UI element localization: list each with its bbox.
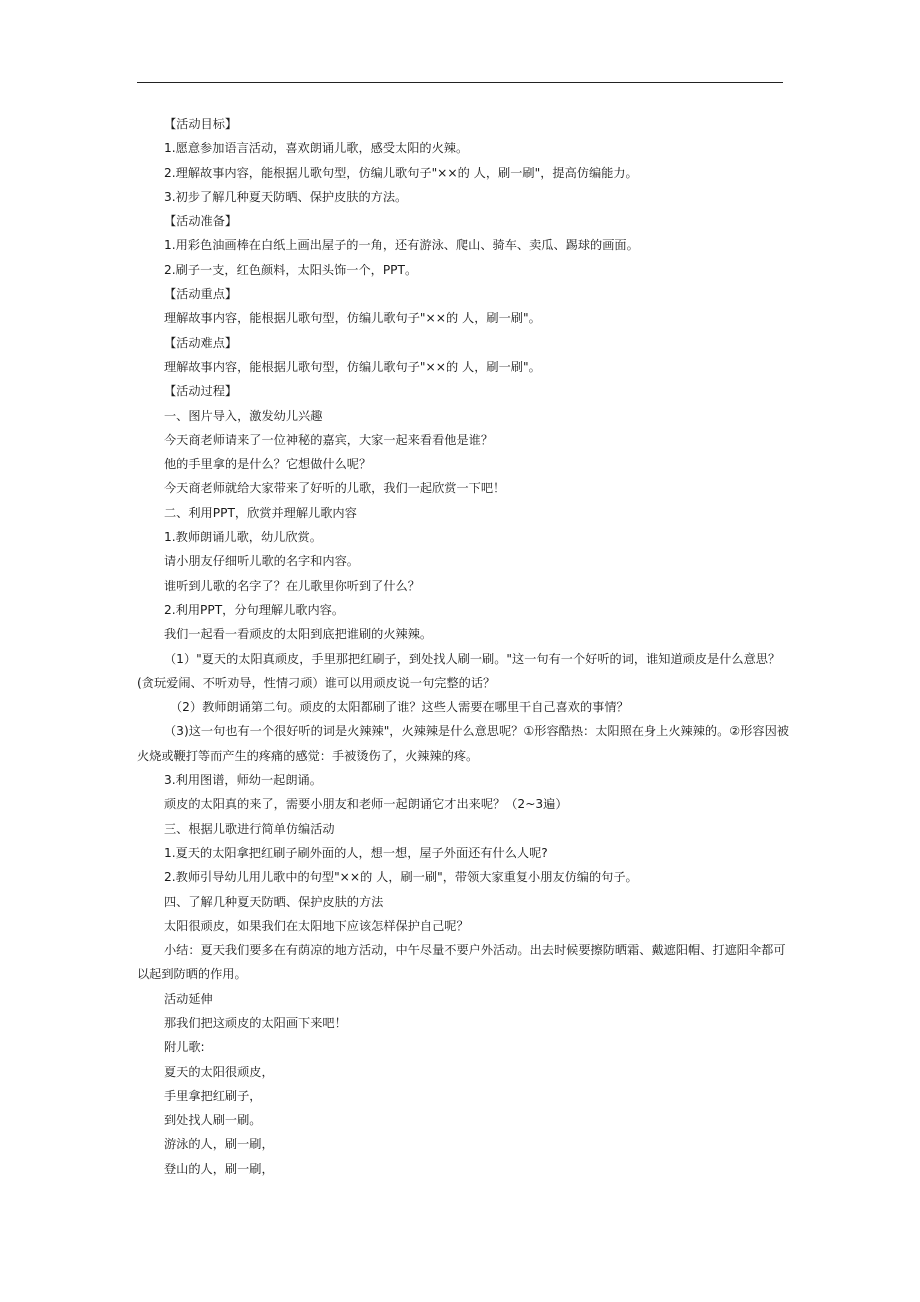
paragraph: 谁听到儿歌的名字了？在儿歌里你听到了什么？ [164,578,420,593]
process-step-1-heading: 一、图片导入，激发幼儿兴趣 [164,408,323,423]
goal-item-2: 2.理解故事内容，能根据儿歌句型，仿编儿歌句子"××的 人，刷一刷"，提高仿编能力。 [164,165,638,180]
paragraph: 太阳很顽皮，如果我们在太阳地下应该怎样保护自己呢？ [164,918,469,933]
paragraph: 请小朋友仔细听儿歌的名字和内容。 [164,554,359,569]
process-step-3-heading: 三、根据儿歌进行简单仿编活动 [164,821,335,836]
paragraph-explanation-3: （3)这一句也有一个很好听的词是火辣辣"，火辣辣是什么意思呢？①形容酷热：太阳照在身上火辣辣的。②形容因被火烧或鞭打等而产生的疼痛的感觉：手被烫伤了，火辣辣的疼。 [137,724,789,763]
paragraph: 我们一起看一看顽皮的太阳到底把谁刷的火辣辣。 [164,627,433,642]
summary-paragraph: 小结：夏天我们要多在有荫凉的地方活动，中午尽量不要户外活动。出去时候要擦防晒霜、戴遮阳帽、打遮阳伞都可以起到防晒的作用。 [137,943,786,982]
process-step-4-heading: 四、了解几种夏天防晒、保护皮肤的方法 [164,894,384,909]
focus-text: 理解故事内容，能根据儿歌句型，仿编儿歌句子"××的 人，刷一刷"。 [164,311,541,326]
poem-line: 手里拿把红刷子， [164,1088,262,1103]
poem-heading: 附儿歌: [164,1040,205,1055]
poem-line: 登山的人，刷一刷， [164,1161,274,1176]
paragraph: 3.利用图谱，师幼一起朗诵。 [164,773,322,788]
poem-line: 游泳的人，刷一刷， [164,1137,274,1152]
section-heading-process: 【活动过程】 [164,384,238,399]
section-heading-focus: 【活动重点】 [164,287,238,302]
extension-heading: 活动延伸 [164,991,213,1006]
difficulty-text: 理解故事内容，能根据儿歌句型，仿编儿歌句子"××的 人，刷一刷"。 [164,359,541,374]
paragraph: 2.利用PPT，分句理解儿歌内容。 [164,602,345,617]
paragraph-explanation-1: （1）"夏天的太阳真顽皮，手里那把红刷子，到处找人刷一刷。"这一句有一个好听的词，谁知道顽皮是什么意思？(贪玩爱闹、不听劝导，性情刁顽）谁可以用顽皮说一句完整的话？ [137,651,781,690]
paragraph: 今天商老师就给大家带来了好听的儿歌，我们一起欣赏一下吧！ [164,481,506,496]
preparation-item-2: 2.刷子一支，红色颜料，太阳头饰一个，PPT。 [164,262,418,277]
section-heading-goals: 【活动目标】 [164,117,238,131]
paragraph-explanation-2: （2）教师朗诵第二句。顽皮的太阳都刷了谁？这些人需要在哪里干自己喜欢的事情？ [170,700,629,715]
document-body [137,112,793,1181]
preparation-item-1: 1.用彩色油画棒在白纸上画出屋子的一角，还有游泳、爬山、骑车、卖瓜、踢球的画面。 [164,238,639,253]
goal-item-1: 1.愿意参加语言活动，喜欢朗诵儿歌，感受太阳的火辣。 [164,141,469,156]
paragraph: 1.教师朗诵儿歌，幼儿欣赏。 [164,530,322,545]
paragraph: 2.教师引导幼儿用儿歌中的句型"××的 人，刷一刷"，带领大家重复小朋友仿编的句子。 [164,870,638,885]
poem-line: 到处找人刷一刷。 [164,1113,262,1128]
poem-line: 夏天的太阳很顽皮， [164,1064,274,1079]
section-heading-difficulty: 【活动难点】 [164,335,238,350]
paragraph: 1.夏天的太阳拿把红刷子刷外面的人，想一想，屋子外面还有什么人呢? [164,845,548,860]
paragraph: 今天商老师请来了一位神秘的嘉宾，大家一起来看看他是谁？ [164,432,494,447]
paragraph: 他的手里拿的是什么？它想做什么呢？ [164,457,372,472]
paragraph: 那我们把这顽皮的太阳画下来吧！ [164,1015,347,1030]
header-rule [137,82,783,83]
goal-item-3: 3.初步了解几种夏天防晒、保护皮肤的方法。 [164,189,408,204]
section-heading-preparation: 【活动准备】 [164,214,238,229]
paragraph: 顽皮的太阳真的来了，需要小朋友和老师一起朗诵它才出来呢？（2~3遍） [164,797,568,812]
process-step-2-heading: 二、利用PPT，欣赏并理解儿歌内容 [164,505,357,520]
